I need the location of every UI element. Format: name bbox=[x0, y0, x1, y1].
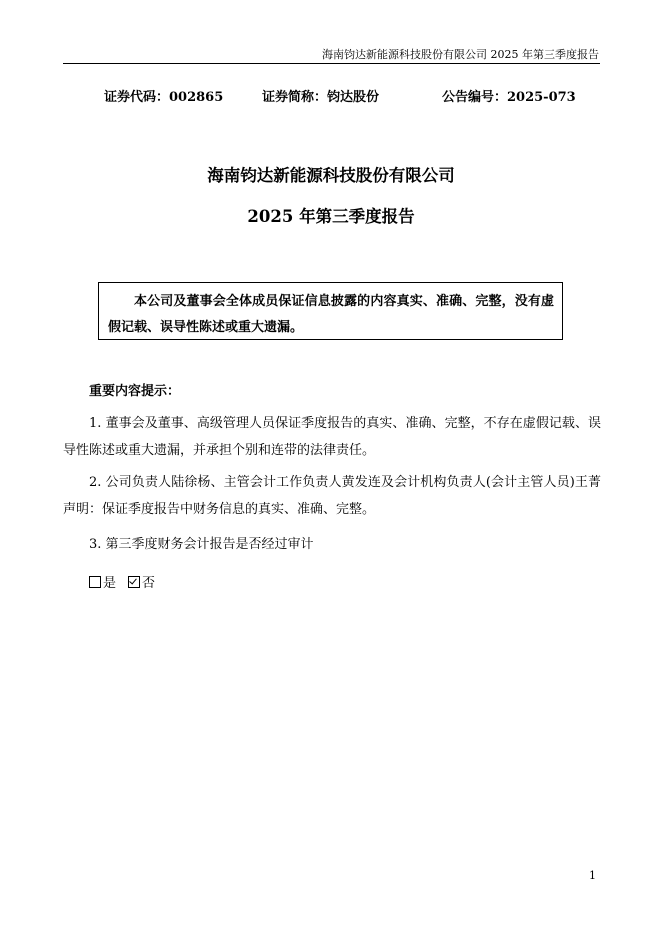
audit-yes-label: 是 bbox=[103, 576, 117, 591]
stock-abbreviation: 证券简称：钧达股份 bbox=[262, 90, 380, 105]
audit-choice-group bbox=[89, 572, 163, 591]
disclosure-notice-box bbox=[98, 282, 563, 340]
important-item-3: 3. 第三季度财务会计报告是否经过审计 bbox=[89, 537, 314, 552]
audit-no-checkbox-checked-icon[interactable] bbox=[128, 576, 140, 588]
company-name: 海南钧达新能源科技股份有限公司 bbox=[207, 166, 455, 185]
disclosure-notice-text: 本公司及董事会全体成员保证信息披露的内容真实、准确、完整，没有虚假记载、误导性陈述或重大遗漏。 bbox=[108, 294, 554, 335]
important-item-1: 1. 董事会及董事、高级管理人员保证季度报告的真实、准确、完整，不存在虚假记载、误导性陈述或重大遗漏，并承担个别和连带的法律责任。 bbox=[63, 416, 601, 458]
running-header: 海南钧达新能源科技股份有限公司 2025 年第三季度报告 bbox=[322, 48, 599, 61]
header-divider bbox=[63, 63, 600, 64]
important-notes-heading: 重要内容提示： bbox=[89, 384, 181, 399]
page-number: 1 bbox=[589, 869, 596, 882]
audit-no-option[interactable] bbox=[128, 572, 155, 591]
stock-code: 证券代码：002865 bbox=[104, 90, 224, 105]
audit-yes-option[interactable] bbox=[89, 572, 116, 591]
audit-no-label: 否 bbox=[142, 576, 156, 591]
report-title: 2025 年第三季度报告 bbox=[247, 207, 415, 226]
announcement-number: 公告编号：2025-073 bbox=[442, 90, 576, 105]
important-item-2: 2. 公司负责人陆徐杨、主管会计工作负责人黄发连及会计机构负责人(会计主管人员)王菁声明：保证季度报告中财务信息的真实、准确、完整。 bbox=[63, 475, 601, 517]
audit-yes-checkbox-icon[interactable] bbox=[89, 576, 101, 588]
